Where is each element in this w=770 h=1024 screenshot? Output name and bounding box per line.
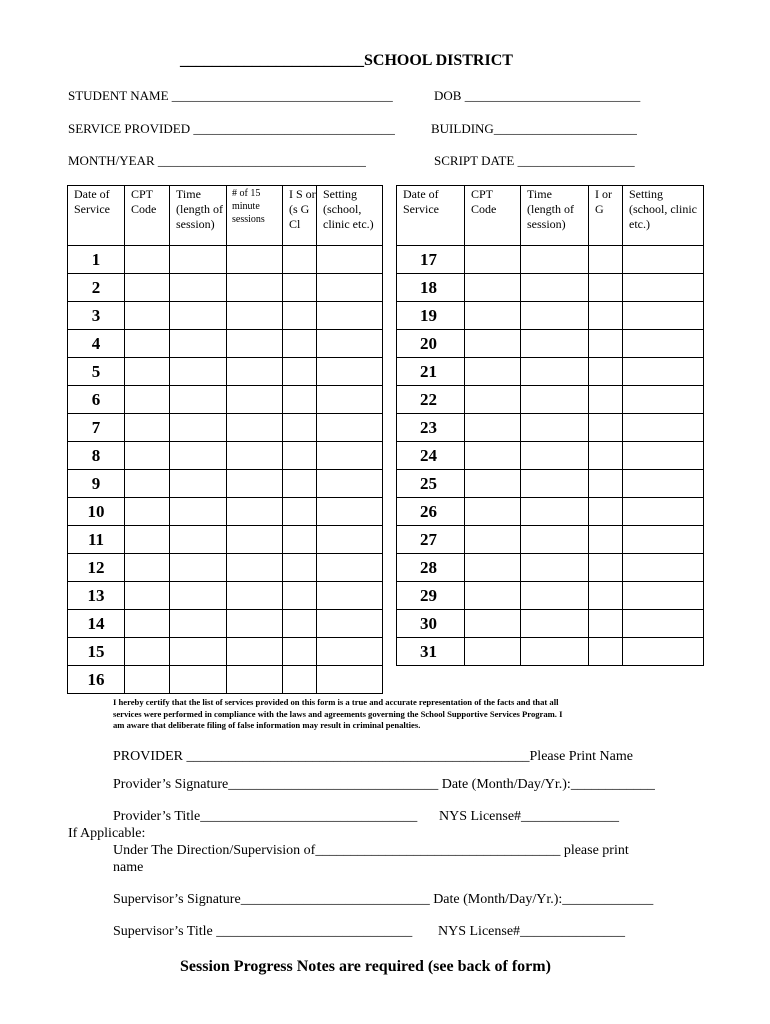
provider-signature-field[interactable]: ______________________________ [228,777,439,792]
col-15-minute-sessions: # of 15 minute sessions [227,186,283,246]
direction-hint: please print [563,843,629,858]
entry-cell[interactable] [623,330,704,358]
entry-cell[interactable] [317,470,383,498]
entry-cell[interactable] [521,302,589,330]
row-number: 31 [397,638,465,666]
entry-cell[interactable] [227,302,283,330]
entry-cell[interactable] [465,442,521,470]
table-row [68,526,383,554]
entry-cell[interactable] [125,246,170,274]
provider-date-field[interactable]: ____________ [570,777,655,792]
row-number: 4 [68,330,125,358]
entry-cell[interactable] [283,582,317,610]
entry-cell[interactable] [589,498,623,526]
entry-cell[interactable] [465,470,521,498]
table-row [68,414,383,442]
row-number: 26 [397,498,465,526]
dob-label: DOB [434,88,462,103]
table-row [397,246,704,274]
entry-cell[interactable] [623,610,704,638]
entry-cell[interactable] [317,246,383,274]
entry-cell[interactable] [227,274,283,302]
entry-cell[interactable] [623,442,704,470]
entry-cell[interactable] [170,610,227,638]
table-row [397,526,704,554]
entry-cell[interactable] [623,386,704,414]
table-row [68,470,383,498]
supervisor-title-label: Supervisor’s Title [113,924,213,939]
direction-field[interactable]: ___________________________________ [315,843,561,858]
entry-cell[interactable] [521,638,589,666]
entry-cell[interactable] [465,330,521,358]
supervisor-nys-license-label: NYS License# [438,924,521,939]
entry-cell[interactable] [521,526,589,554]
progress-notes-footer: Session Progress Notes are required (see back of form) [180,958,551,975]
entry-cell[interactable] [170,470,227,498]
entry-cell[interactable] [521,610,589,638]
entry-cell[interactable] [521,442,589,470]
entry-cell[interactable] [623,638,704,666]
provider-date-label: Date (Month/Day/Yr.): [441,777,571,792]
entry-cell[interactable] [317,638,383,666]
entry-cell[interactable] [125,554,170,582]
month-year-field[interactable]: ________________________________ [157,153,366,168]
entry-cell[interactable] [317,302,383,330]
entry-cell[interactable] [589,386,623,414]
table-row [397,442,704,470]
col-cpt-code: CPT Code [125,186,170,246]
row-number: 9 [68,470,125,498]
building-field[interactable]: ______________________ [493,121,637,136]
provider-row [113,749,633,765]
script-date-label: SCRIPT DATE [434,153,515,168]
table-row [68,610,383,638]
row-number: 17 [397,246,465,274]
entry-cell[interactable] [283,386,317,414]
entry-cell[interactable] [589,274,623,302]
certification-line: I hereby certify that the list of services provided on this form is a true and accurate representation of the facts and that all [113,697,559,707]
entry-cell[interactable] [589,554,623,582]
entry-cell[interactable] [170,414,227,442]
entry-cell[interactable] [283,246,317,274]
entry-cell[interactable] [623,554,704,582]
entry-cell[interactable] [283,638,317,666]
entry-cell[interactable] [125,442,170,470]
table-row [397,302,704,330]
row-number: 20 [397,330,465,358]
row-number: 25 [397,470,465,498]
supervisor-license-row [438,924,625,940]
entry-cell[interactable] [589,638,623,666]
entry-cell[interactable] [589,470,623,498]
entry-cell[interactable] [170,442,227,470]
entry-cell[interactable] [227,582,283,610]
entry-cell[interactable] [623,414,704,442]
row-number: 23 [397,414,465,442]
row-number: 29 [397,582,465,610]
script-row [434,153,635,169]
entry-cell[interactable] [465,414,521,442]
student-name-row [68,88,393,104]
entry-cell[interactable] [521,330,589,358]
table-row [68,554,383,582]
entry-cell[interactable] [170,330,227,358]
student-name-label: STUDENT NAME [68,88,169,103]
entry-cell[interactable] [317,554,383,582]
month-year-label: MONTH/YEAR [68,153,155,168]
provider-title-field[interactable]: _______________________________ [200,809,418,824]
col-time: Time (length of session) [521,186,589,246]
provider-signature-label: Provider’s Signature [113,777,229,792]
title-text: SCHOOL DISTRICT [364,52,513,69]
script-date-field[interactable]: __________________ [517,153,635,168]
entry-cell[interactable] [465,498,521,526]
provider-name-field[interactable]: _________________________________________________ [186,749,530,764]
entry-cell[interactable] [521,358,589,386]
row-number: 8 [68,442,125,470]
row-number: 30 [397,610,465,638]
entry-cell[interactable] [170,498,227,526]
col-date-of-service: Date of Service [68,186,125,246]
provider-nys-license-field[interactable]: ______________ [521,809,620,824]
entry-cell[interactable] [521,470,589,498]
left-service-table [67,185,383,694]
if-applicable-label: If Applicable: [68,826,146,841]
table-row [397,330,704,358]
district-name-blank[interactable]: _______________________ [180,52,364,69]
building-row [431,121,637,137]
entry-cell[interactable] [521,246,589,274]
provider-title-row [113,809,417,825]
entry-cell[interactable] [283,442,317,470]
row-number: 7 [68,414,125,442]
row-number: 27 [397,526,465,554]
col-setting: Setting (school, clinic etc.) [317,186,383,246]
entry-cell[interactable] [170,638,227,666]
supervisor-nys-license-field[interactable]: _______________ [520,924,626,939]
entry-cell[interactable] [283,554,317,582]
entry-cell[interactable] [521,554,589,582]
entry-cell[interactable] [227,358,283,386]
entry-cell[interactable] [283,610,317,638]
right-service-table [396,185,704,666]
entry-cell[interactable] [465,526,521,554]
entry-cell[interactable] [283,470,317,498]
row-number: 22 [397,386,465,414]
entry-cell[interactable] [465,246,521,274]
row-number: 18 [397,274,465,302]
row-number: 16 [68,666,125,694]
entry-cell[interactable] [283,358,317,386]
entry-cell[interactable] [317,442,383,470]
entry-cell[interactable] [521,274,589,302]
entry-cell[interactable] [589,610,623,638]
provider-title-label: Provider’s Title [113,809,201,824]
provider-signature-row [113,777,655,793]
service-provided-label: SERVICE PROVIDED [68,121,191,136]
entry-cell[interactable] [125,330,170,358]
page-title [180,52,513,70]
table-row [397,554,704,582]
direction-row [113,843,629,859]
entry-cell[interactable] [283,414,317,442]
right-header-row [397,186,704,246]
row-number: 19 [397,302,465,330]
supervisor-title-row [113,924,412,940]
table-row [68,638,383,666]
entry-cell[interactable] [283,274,317,302]
entry-cell[interactable] [125,470,170,498]
table-row [68,330,383,358]
entry-cell[interactable] [125,526,170,554]
entry-cell[interactable] [317,666,383,694]
table-row [68,358,383,386]
entry-cell[interactable] [465,582,521,610]
col-i-or-g: I or G [589,186,623,246]
entry-cell[interactable] [521,498,589,526]
table-row [397,470,704,498]
entry-cell[interactable] [589,330,623,358]
provider-hint: Please Print Name [529,749,633,764]
row-number: 14 [68,610,125,638]
provider-license-row [439,809,619,825]
entry-cell[interactable] [227,638,283,666]
entry-cell[interactable] [125,498,170,526]
row-number: 15 [68,638,125,666]
entry-cell[interactable] [317,526,383,554]
entry-cell[interactable] [283,302,317,330]
entry-cell[interactable] [623,246,704,274]
certification-text [113,697,562,732]
entry-cell[interactable] [465,610,521,638]
provider-label: PROVIDER [113,749,184,764]
table-row [397,358,704,386]
entry-cell[interactable] [125,302,170,330]
entry-cell[interactable] [465,386,521,414]
entry-cell[interactable] [170,582,227,610]
entry-cell[interactable] [465,302,521,330]
col-cpt-code: CPT Code [465,186,521,246]
supervisor-date-label: Date (Month/Day/Yr.): [433,892,563,907]
row-number: 5 [68,358,125,386]
direction-hint-name: name [113,860,144,875]
entry-cell[interactable] [125,386,170,414]
table-row [397,414,704,442]
provider-nys-license-label: NYS License# [439,809,522,824]
table-row [68,666,383,694]
table-row [68,442,383,470]
service-provided-field[interactable]: _______________________________ [193,121,395,136]
entry-cell[interactable] [317,414,383,442]
row-number: 6 [68,386,125,414]
entry-cell[interactable] [521,414,589,442]
entry-cell[interactable] [465,358,521,386]
row-number: 2 [68,274,125,302]
entry-cell[interactable] [125,274,170,302]
entry-cell[interactable] [170,526,227,554]
entry-cell[interactable] [317,330,383,358]
entry-cell[interactable] [125,582,170,610]
entry-cell[interactable] [170,302,227,330]
entry-cell[interactable] [521,582,589,610]
student-name-field[interactable]: __________________________________ [171,88,393,103]
table-row [397,274,704,302]
entry-cell[interactable] [227,386,283,414]
entry-cell[interactable] [283,330,317,358]
supervisor-signature-row [113,892,653,908]
entry-cell[interactable] [465,274,521,302]
row-number: 3 [68,302,125,330]
table-row [68,302,383,330]
col-date-of-service: Date of Service [397,186,465,246]
entry-cell[interactable] [170,358,227,386]
entry-cell[interactable] [227,526,283,554]
entry-cell[interactable] [170,554,227,582]
table-row [397,582,704,610]
entry-cell[interactable] [227,414,283,442]
entry-cell[interactable] [227,610,283,638]
row-number: 12 [68,554,125,582]
entry-cell[interactable] [589,442,623,470]
col-time: Time (length of session) [170,186,227,246]
table-row [68,386,383,414]
table-row [397,498,704,526]
supervisor-signature-label: Supervisor’s Signature [113,892,241,907]
entry-cell[interactable] [317,274,383,302]
entry-cell[interactable] [227,330,283,358]
table-row [68,582,383,610]
col-i-or-g: I S or (s G Cl [283,186,317,246]
certification-line: services were performed in compliance with the laws and agreements governing the School Supportive Services Program. I [113,708,563,719]
entry-cell[interactable] [317,386,383,414]
direction-label: Under The Direction/Supervision of [113,843,316,858]
dob-field[interactable]: ___________________________ [464,88,641,103]
entry-cell[interactable] [623,582,704,610]
entry-cell[interactable] [170,666,227,694]
entry-cell[interactable] [125,666,170,694]
entry-cell[interactable] [227,470,283,498]
entry-cell[interactable] [125,638,170,666]
entry-cell[interactable] [170,386,227,414]
table-row [68,246,383,274]
row-number: 21 [397,358,465,386]
row-number: 11 [68,526,125,554]
entry-cell[interactable] [589,302,623,330]
row-number: 10 [68,498,125,526]
entry-cell[interactable] [623,358,704,386]
entry-cell[interactable] [125,358,170,386]
entry-cell[interactable] [227,666,283,694]
entry-cell[interactable] [283,526,317,554]
building-label: BUILDING [431,121,494,136]
entry-cell[interactable] [227,246,283,274]
entry-cell[interactable] [317,358,383,386]
row-number: 24 [397,442,465,470]
entry-cell[interactable] [317,498,383,526]
entry-cell[interactable] [125,414,170,442]
entry-cell[interactable] [589,414,623,442]
entry-cell[interactable] [465,554,521,582]
row-number: 1 [68,246,125,274]
col-setting: Setting (school, clinic etc.) [623,186,704,246]
table-row [68,498,383,526]
table-row [397,610,704,638]
entry-cell[interactable] [465,638,521,666]
table-row [397,386,704,414]
entry-cell[interactable] [589,358,623,386]
certification-line: am aware that deliberate filing of false information may result in criminal penalties. [113,720,421,730]
row-number: 13 [68,582,125,610]
table-row [397,638,704,666]
supervisor-title-field[interactable]: ____________________________ [216,924,413,939]
entry-cell[interactable] [227,442,283,470]
entry-cell[interactable] [283,498,317,526]
entry-cell[interactable] [317,610,383,638]
entry-cell[interactable] [170,274,227,302]
entry-cell[interactable] [521,386,589,414]
entry-cell[interactable] [589,246,623,274]
entry-cell[interactable] [589,526,623,554]
entry-cell[interactable] [623,274,704,302]
entry-cell[interactable] [227,498,283,526]
entry-cell[interactable] [227,554,283,582]
entry-cell[interactable] [623,302,704,330]
entry-cell[interactable] [125,610,170,638]
entry-cell[interactable] [170,246,227,274]
entry-cell[interactable] [283,666,317,694]
entry-cell[interactable] [317,582,383,610]
supervisor-signature-field[interactable]: ___________________________ [240,892,430,907]
left-header-row [68,186,383,246]
supervisor-date-field[interactable]: _____________ [562,892,654,907]
dob-row [434,88,640,104]
row-number: 28 [397,554,465,582]
entry-cell[interactable] [623,470,704,498]
entry-cell[interactable] [623,526,704,554]
service-row [68,121,395,137]
month-row [68,153,366,169]
entry-cell[interactable] [589,582,623,610]
entry-cell[interactable] [623,498,704,526]
table-row [68,274,383,302]
